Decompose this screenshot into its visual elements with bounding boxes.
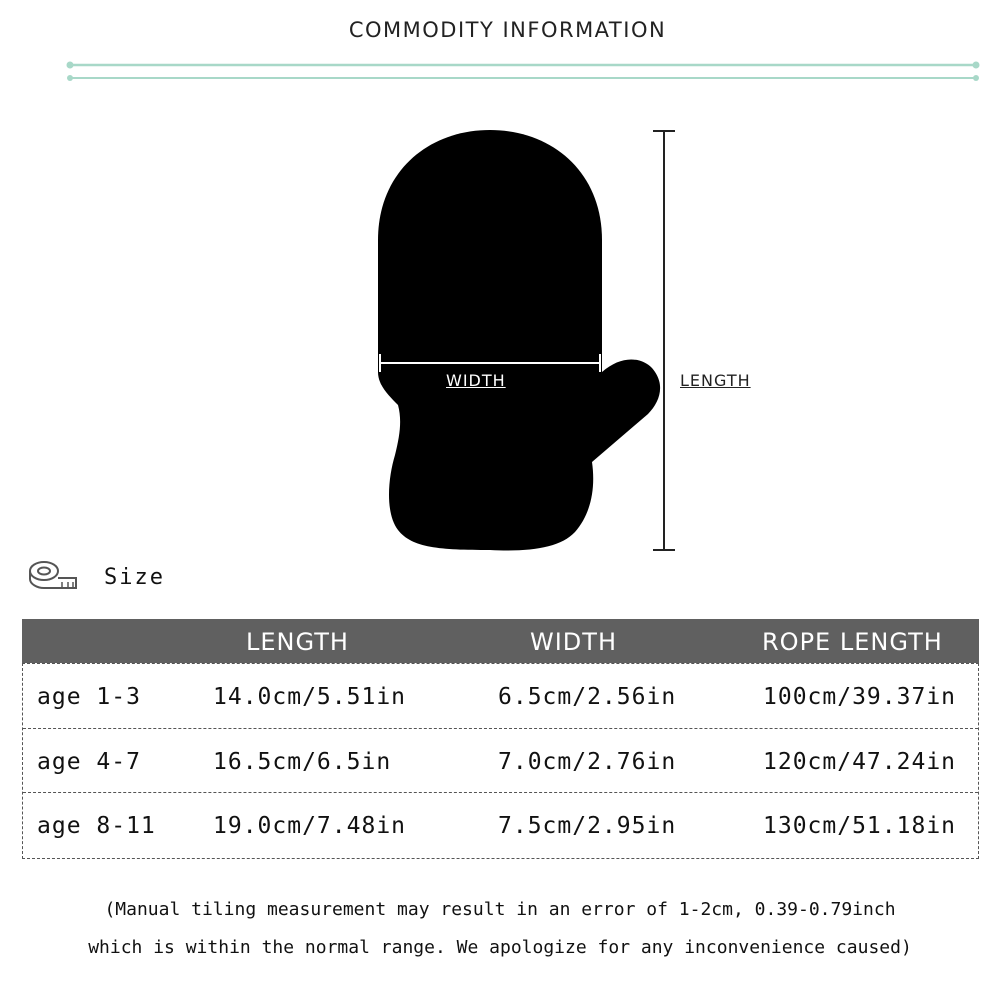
size-label: Size: [104, 565, 165, 590]
page-title: COMMODITY INFORMATION: [348, 18, 667, 42]
column-header-rope-length: ROPE LENGTH: [762, 628, 943, 656]
table-row: [23, 664, 978, 728]
table-row: [23, 792, 978, 857]
cell-length: 16.5cm/6.5in: [213, 749, 392, 775]
cell-rope-length: 120cm/47.24in: [763, 749, 957, 775]
table-row: [23, 728, 978, 793]
table-body: [22, 663, 979, 859]
table-header: [22, 619, 979, 663]
column-header-width: WIDTH: [530, 628, 617, 656]
column-header-length: LENGTH: [246, 628, 349, 656]
length-measure-line: [653, 131, 675, 550]
length-label: LENGTH: [680, 371, 751, 390]
cell-width: 7.0cm/2.76in: [498, 749, 677, 775]
cell-age: age 4-7: [37, 749, 141, 775]
cell-length: 14.0cm/5.51in: [213, 684, 407, 710]
tape-measure-icon: [28, 558, 78, 592]
width-label: WIDTH: [446, 371, 506, 390]
cell-length: 19.0cm/7.48in: [213, 813, 407, 839]
cell-rope-length: 100cm/39.37in: [763, 684, 957, 710]
measurement-note-line-1: (Manual tiling measurement may result in an error of 1-2cm, 0.39-0.79inch: [104, 899, 896, 920]
measurement-note-line-2: which is within the normal range. We apologize for any inconvenience caused): [88, 937, 912, 958]
mitten-icon: [378, 130, 660, 550]
cell-width: 7.5cm/2.95in: [498, 813, 677, 839]
cell-age: age 8-11: [37, 813, 156, 839]
cell-age: age 1-3: [37, 684, 141, 710]
cell-rope-length: 130cm/51.18in: [763, 813, 957, 839]
cell-width: 6.5cm/2.56in: [498, 684, 677, 710]
size-table: [22, 619, 979, 859]
